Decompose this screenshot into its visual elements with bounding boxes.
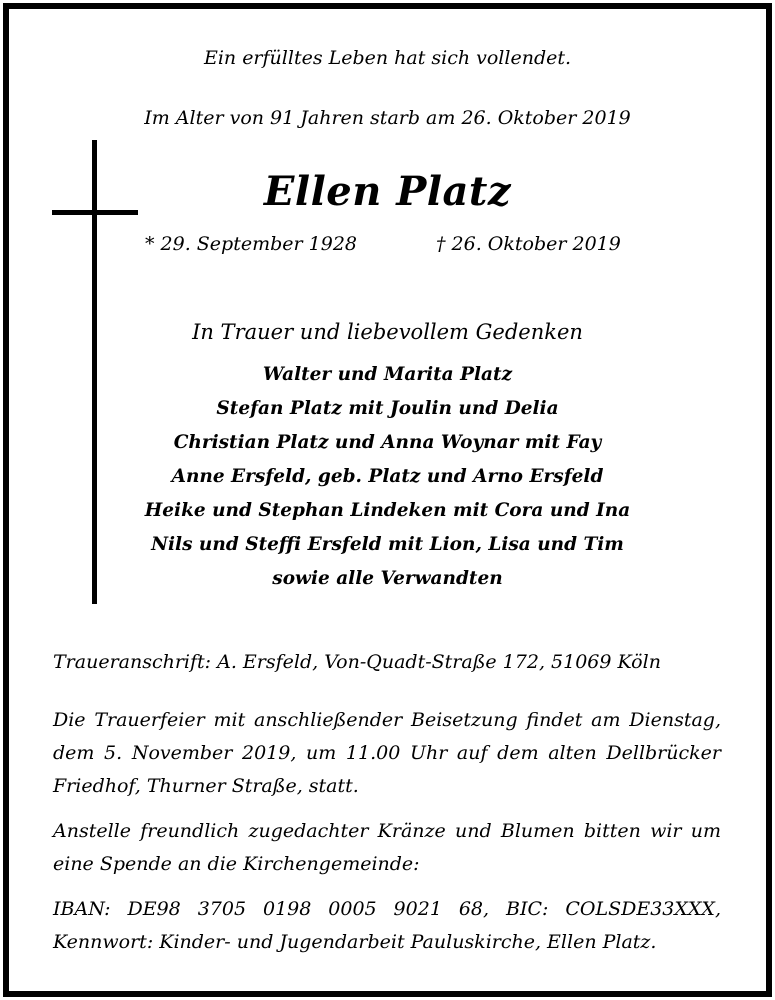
mourner-name: Christian Platz und Anna Woynar mit Fay [173,432,602,453]
ceremony-line-3: Friedhof, Thurner Straße, statt. [53,775,359,797]
bank-line-2: Kennwort: Kinder- und Jugendarbeit Pauluskirche, Ellen Platz. [53,931,657,953]
bank-details [53,893,721,959]
deceased-name: Ellen Platz [263,168,512,215]
donation-line-1: Anstelle freundlich zugedachter Kränze und Blumen bitten wir um [53,820,721,842]
mourner-name: Walter und Marita Platz [262,364,513,385]
mourner-relatives: sowie alle Verwandten [272,568,503,589]
birth-date: * 29. September 1928 [145,233,357,255]
address-line: Traueranschrift: A. Ersfeld, Von-Quadt-Straße 172, 51069 Köln [53,651,661,673]
ceremony-line-1: Die Trauerfeier mit anschließender Beisetzung findet am Dienstag, [53,709,721,731]
ceremony-paragraph [53,704,721,803]
bank-line-1: IBAN: DE98 3705 0198 0005 9021 68, BIC: COLSDE33XXX, [53,898,721,920]
mourning-heading: In Trauer und liebevollem Gedenken [192,320,583,344]
ceremony-line-2: dem 5. November 2019, um 11.00 Uhr auf dem alten Dellbrücker [53,742,721,764]
mourner-name: Nils und Steffi Ersfeld mit Lion, Lisa und Tim [151,534,624,555]
intro-line-1: Ein erfülltes Leben hat sich vollendet. [203,47,572,69]
death-date: † 26. Oktober 2019 [436,233,621,255]
mourning-address [53,646,721,679]
intro-line-2: Im Alter von 91 Jahren starb am 26. Oktober 2019 [144,107,631,129]
donation-paragraph [53,815,721,881]
mourner-name: Anne Ersfeld, geb. Platz und Arno Ersfeld [171,466,604,487]
mourner-name: Stefan Platz mit Joulin und Delia [216,398,559,419]
donation-line-2: eine Spende an die Kirchengemeinde: [53,853,420,875]
mourner-name: Heike und Stephan Lindeken mit Cora und Ina [144,500,631,521]
